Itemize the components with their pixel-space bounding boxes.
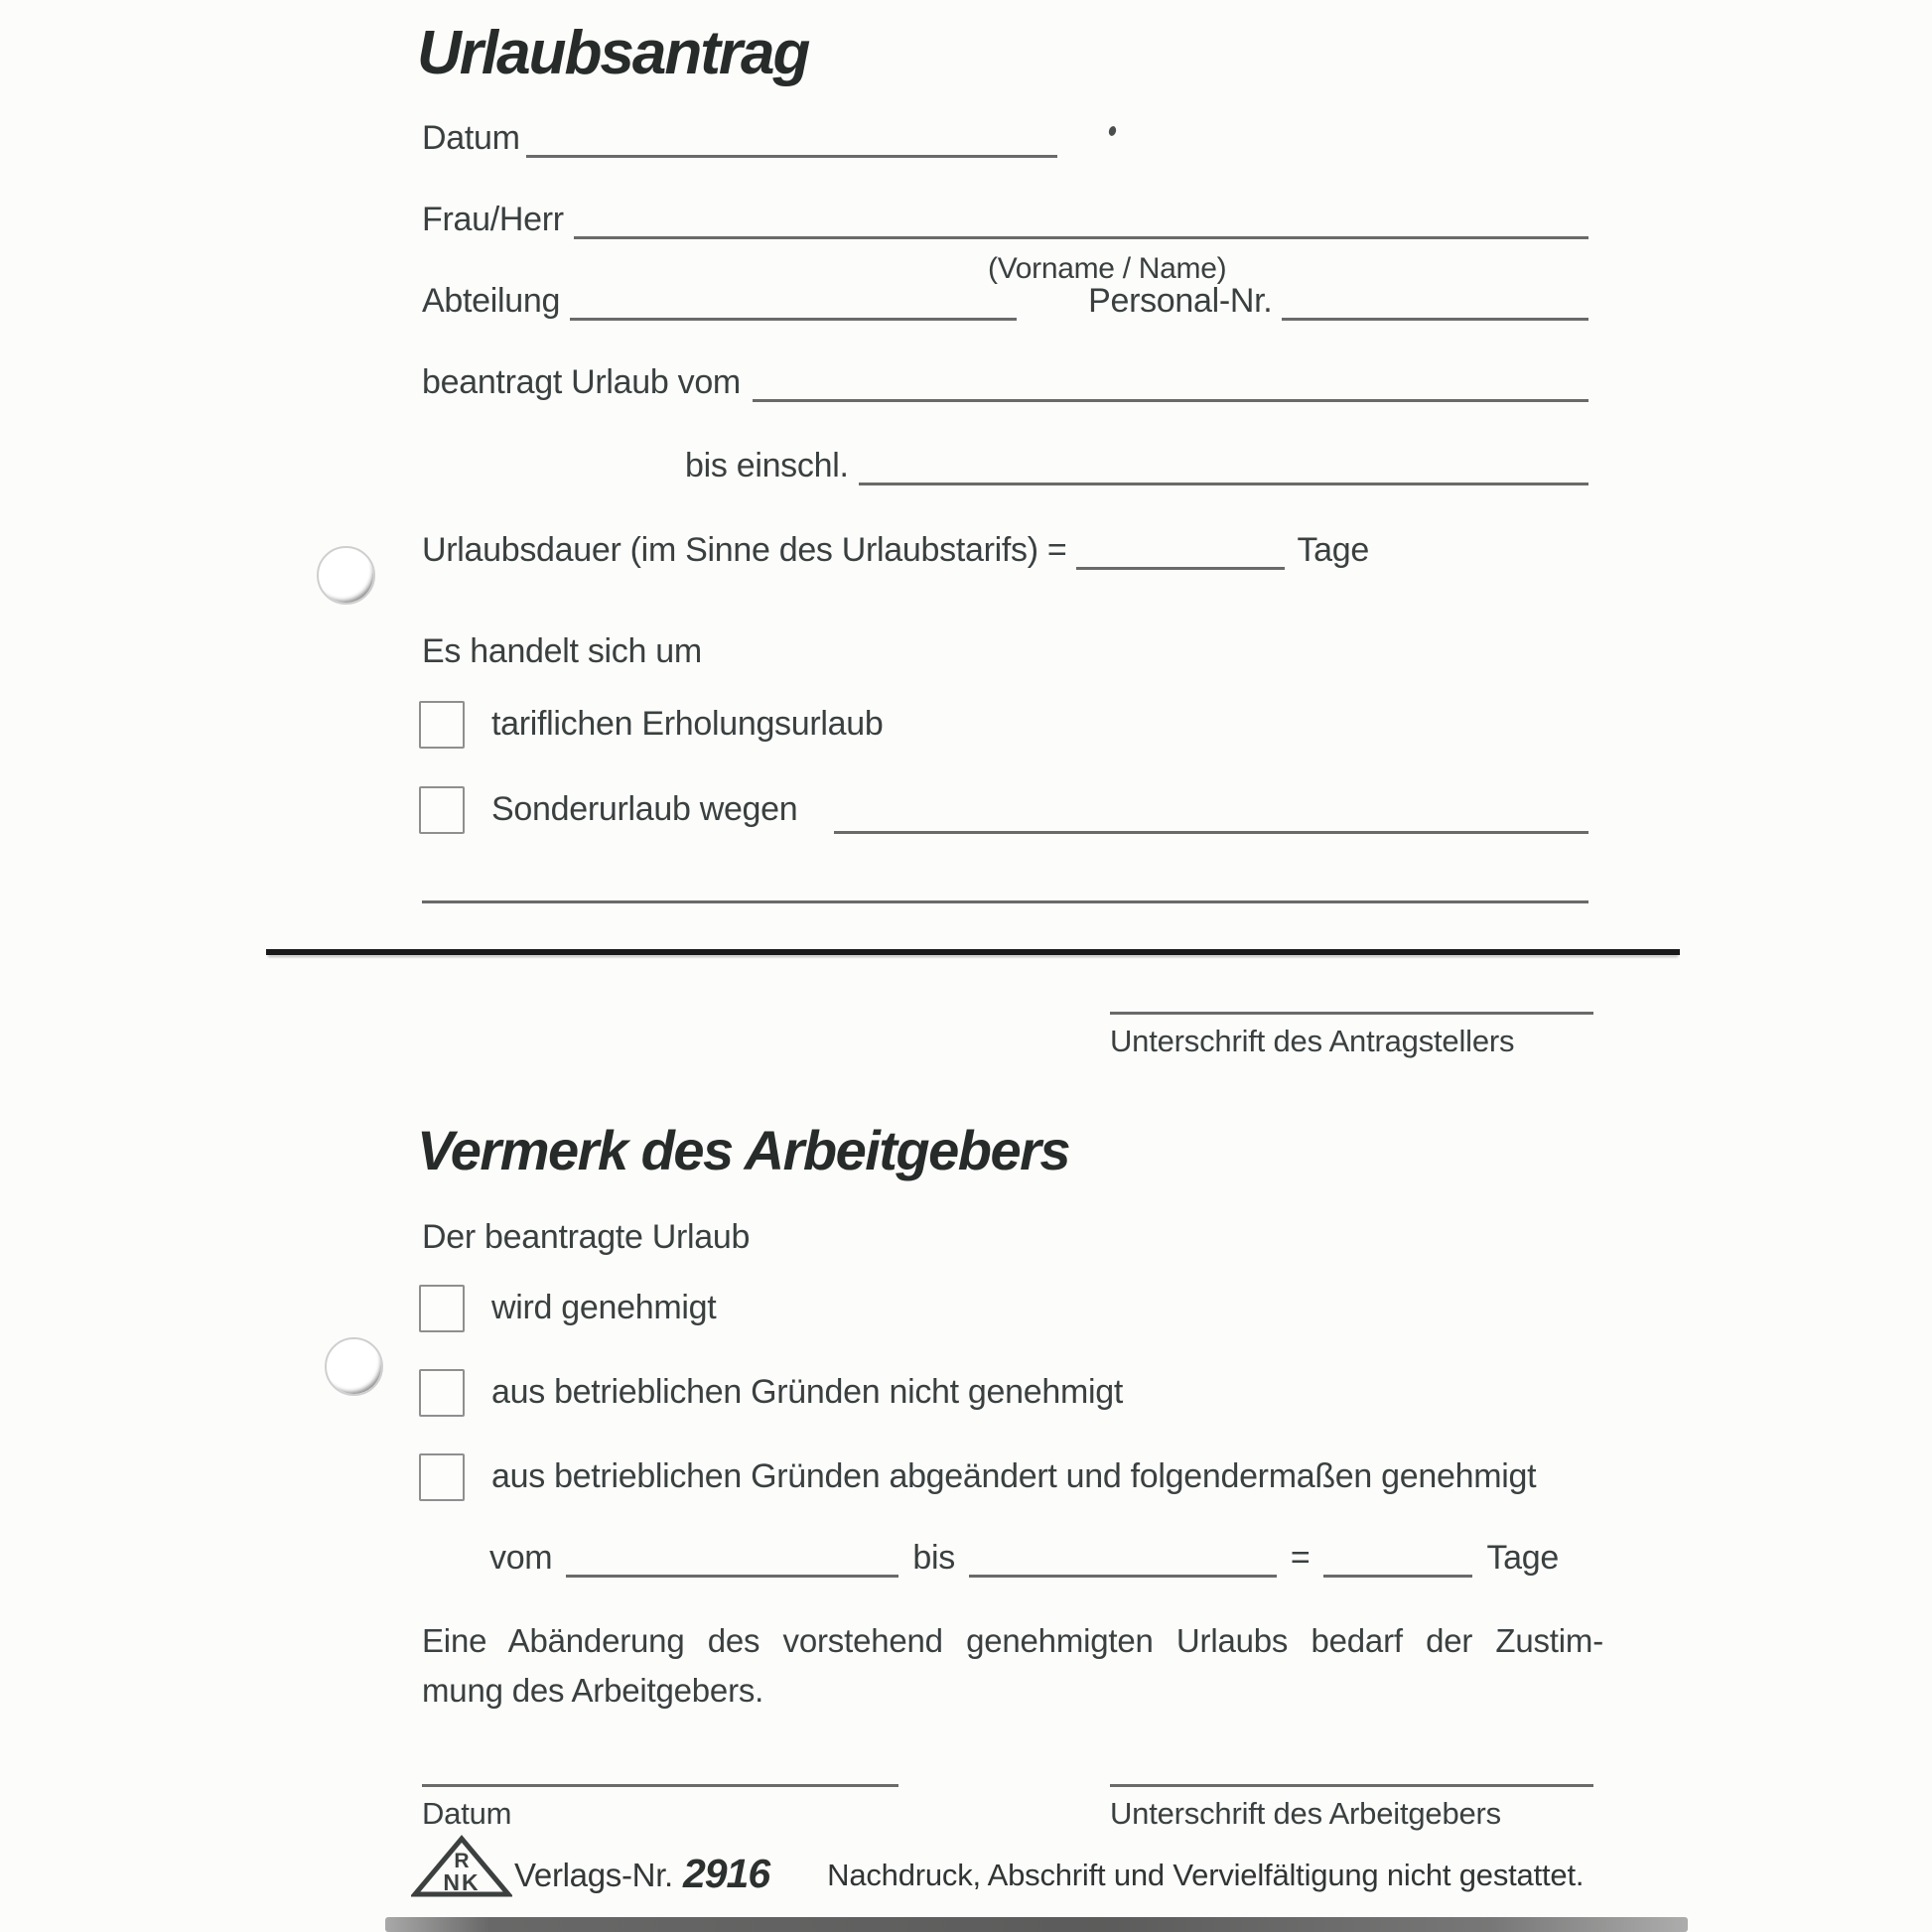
sonderurlaub-continuation-line[interactable] [422, 866, 1588, 903]
frau-herr-input-line[interactable] [574, 204, 1588, 239]
employer-section-title: Vermerk des Arbeitgebers [417, 1119, 1070, 1181]
bis-einschl-row [685, 447, 1588, 485]
svg-text:NK: NK [443, 1869, 481, 1895]
applicant-signature-caption: Unterschrift des Antragstellers [1110, 1024, 1515, 1058]
abgeaendert-genehmigt-label: aus betrieblichen Gründen abgeändert und folgendermaßen genehmigt [491, 1457, 1537, 1496]
personal-nr-input-line[interactable] [1282, 285, 1588, 321]
svg-text:R: R [454, 1850, 470, 1872]
abgeaendert-genehmigt-checkbox[interactable] [419, 1453, 465, 1501]
section-divider [266, 949, 1680, 955]
punch-hole-top [317, 546, 375, 605]
verlags-nr-label: Verlags-Nr. [514, 1857, 673, 1893]
checkbox-row-wird-genehmigt [419, 1285, 1588, 1332]
tariflichen-erholungsurlaub-checkbox[interactable] [419, 701, 465, 749]
bis-einschl-label: bis einschl. [685, 447, 849, 484]
abaenderung-note-line2: mung des Arbeitgebers. [422, 1672, 764, 1710]
employer-datum-block [422, 1767, 898, 1832]
footer [411, 1835, 1584, 1898]
urlaubsdauer-label: Urlaubsdauer (im Sinne des Urlaubstarifs) = [422, 531, 1067, 569]
abteilung-row [422, 282, 1588, 321]
checkbox-row-erholungsurlaub [419, 701, 1588, 749]
vom-label: vom [489, 1539, 553, 1577]
checkbox-row-nicht-genehmigt [419, 1369, 1588, 1417]
urlaub-vom-input-line[interactable] [753, 366, 1588, 402]
abteilung-input-line[interactable] [570, 285, 1017, 321]
tariflichen-erholungsurlaub-label: tariflichen Erholungsurlaub [491, 705, 884, 744]
urlaubsdauer-row [422, 531, 1369, 570]
wird-genehmigt-checkbox[interactable] [419, 1285, 465, 1332]
page-title: Urlaubsantrag [417, 19, 809, 87]
employer-signature-caption: Unterschrift des Arbeitgebers [1110, 1796, 1501, 1831]
copyright-notice: Nachdruck, Abschrift und Vervielfältigung nicht gestattet. [827, 1858, 1585, 1892]
bis-einschl-input-line[interactable] [859, 450, 1588, 485]
checkbox-row-sonderurlaub [419, 786, 1588, 834]
scan-edge-strip [385, 1917, 1688, 1932]
personal-nr-label: Personal-Nr. [1088, 282, 1273, 320]
vom-input-line[interactable] [566, 1542, 898, 1578]
employer-datum-line[interactable] [422, 1767, 898, 1787]
vorname-name-hint: (Vorname / Name) [988, 252, 1227, 285]
datum-label: Datum [422, 119, 520, 157]
rnk-logo-icon [411, 1835, 512, 1898]
tage-label: Tage [1297, 531, 1369, 569]
bis-input-line[interactable] [969, 1542, 1277, 1578]
employer-signature-block [1110, 1767, 1593, 1832]
sonderurlaub-wegen-input-line[interactable] [834, 794, 1588, 834]
sonderurlaub-checkbox[interactable] [419, 786, 465, 834]
checkbox-row-abgeaendert [419, 1453, 1660, 1501]
tage-label-employer: Tage [1486, 1539, 1560, 1577]
punch-hole-bottom [325, 1337, 383, 1396]
vom-bis-row [489, 1539, 1559, 1578]
scan-dot-artifact [1108, 125, 1117, 136]
equals-label: = [1290, 1539, 1311, 1577]
urlaubsdauer-input-line[interactable] [1076, 534, 1285, 570]
beantragt-urlaub-row [422, 363, 1588, 402]
frau-herr-label: Frau/Herr [422, 201, 564, 238]
es-handelt-sich-um-label: Es handelt sich um [422, 632, 702, 670]
der-beantragte-urlaub-label: Der beantragte Urlaub [422, 1218, 751, 1256]
nicht-genehmigt-label: aus betrieblichen Gründen nicht genehmigt [491, 1373, 1124, 1412]
frau-herr-row [422, 201, 1588, 239]
applicant-signature-block [1110, 995, 1593, 1059]
beantragt-urlaub-vom-label: beantragt Urlaub vom [422, 363, 741, 401]
applicant-signature-line[interactable] [1110, 995, 1593, 1015]
tage-input-line[interactable] [1323, 1542, 1472, 1578]
employer-signature-line[interactable] [1110, 1767, 1593, 1787]
datum-row [422, 119, 1057, 158]
datum-input-line[interactable] [526, 122, 1057, 158]
nicht-genehmigt-checkbox[interactable] [419, 1369, 465, 1417]
employer-datum-caption: Datum [422, 1796, 512, 1831]
verlags-nr-number: 2916 [682, 1851, 770, 1896]
abteilung-label: Abteilung [422, 282, 561, 320]
sonderurlaub-wegen-label: Sonderurlaub wegen [491, 790, 798, 829]
bis-label: bis [912, 1539, 955, 1577]
abaenderung-note-line1: Eine Abänderung des vorstehend genehmigten Urlaubs bedarf der Zustim- [422, 1622, 1603, 1659]
wird-genehmigt-label: wird genehmigt [491, 1289, 717, 1327]
abaenderung-note [422, 1616, 1603, 1716]
